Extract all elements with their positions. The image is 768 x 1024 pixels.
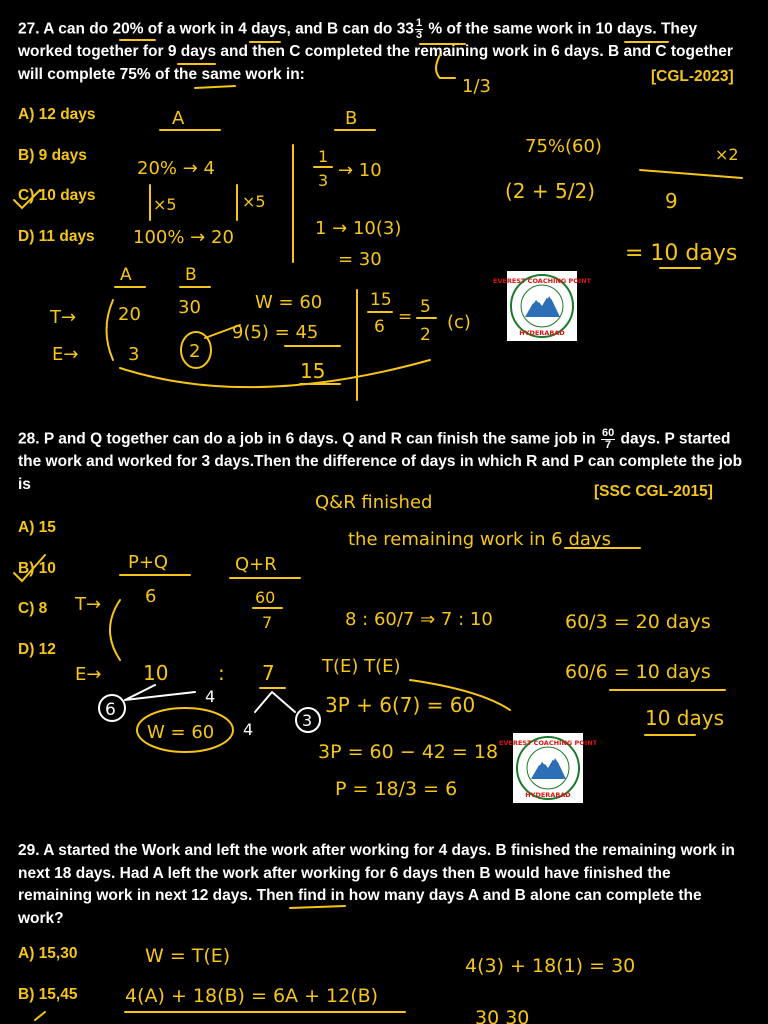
logo-bottom-text: HYDERABAD xyxy=(519,329,565,337)
q27-r-den: 6 xyxy=(374,317,385,337)
q28-h2: Q+R xyxy=(235,554,277,575)
q28-option-b: B) 10 xyxy=(18,560,56,577)
check-mark-icon xyxy=(35,1012,45,1020)
q27-f-den: (2 + 5/2) xyxy=(505,179,595,203)
q29-option-b: B) 15,45 xyxy=(18,986,78,1003)
q27-col-a: A xyxy=(120,265,132,285)
q28-fraction: $\frac{60}{7}$ xyxy=(601,427,615,451)
q27-option-b: B) 9 days xyxy=(18,147,87,164)
q27-b3: = 30 xyxy=(338,249,382,270)
q28-c4b: 4 xyxy=(243,720,254,739)
q28-qr: Q&R finished xyxy=(315,492,433,513)
q27-f-top: 75%(60) xyxy=(525,136,602,157)
q28-source: [SSC CGL-2015] xyxy=(594,483,713,500)
q27-option-d: D) 11 days xyxy=(18,228,95,245)
q27-fraction: $\frac{1}{3}$ xyxy=(415,17,423,41)
q27-e-a: 3 xyxy=(128,344,140,365)
q29-option-a: A) 15,30 xyxy=(18,945,78,962)
q27-source: [CGL-2023] xyxy=(651,68,734,85)
q27-b-frac-num: 1 xyxy=(318,147,329,166)
q28-eq1: 3P + 6(7) = 60 xyxy=(325,693,476,717)
check-mark-icon xyxy=(14,190,40,208)
q29-text: 29. A started the Work and left the work after working for 4 days. B finished the remaining work in next 18 days. Had A left the work after working for 6 days then B would have finished the remaining work in next 12 days. Then find in how many days A and B alone can complete the work? xyxy=(18,842,735,927)
q27-head-b: B xyxy=(345,108,358,129)
q28-option-c: C) 8 xyxy=(18,600,48,617)
arrow-mark xyxy=(436,55,455,78)
q27-a-mul2: ×5 xyxy=(242,192,266,211)
q27-col-b: B xyxy=(185,265,197,285)
q28-t2-den: 7 xyxy=(262,613,273,632)
q27-e-b: 2 xyxy=(189,341,201,362)
q27-t-a: 20 xyxy=(118,304,141,325)
q28-option-a: A) 15 xyxy=(18,519,56,536)
q27-t-b: 30 xyxy=(178,297,201,318)
logo-bottom-text: HYDERABAD xyxy=(525,791,571,799)
q27-sub-fraction: 1/3 xyxy=(462,76,491,97)
q28-eq2: 3P = 60 − 42 = 18 xyxy=(318,741,499,763)
q28-colon: : xyxy=(218,661,225,685)
q27-w2: 9(5) = 45 xyxy=(232,322,319,343)
svg-text:=: = xyxy=(398,307,413,327)
q27-w3: 15 xyxy=(300,359,326,383)
q28-t-label: T→ xyxy=(75,594,102,615)
logo-top-text: EVEREST COACHING POINT xyxy=(498,739,598,747)
q27-text: 27. A can do 20% of a work in 4 days, and B can do 33 $\frac{1}{3}$ % of the same work in 10 days. They worked together for 9 days and then C completed the remaining work in 6 days. B and C together will complete 75% of the same work in: xyxy=(18,17,733,83)
q28-e2: 7 xyxy=(262,661,275,685)
q27-b1: → 10 xyxy=(338,160,382,181)
q27-f-rhs: ×2 xyxy=(715,145,739,164)
q28-r2: 60/6 = 10 days xyxy=(565,661,711,683)
q28-e-label: E→ xyxy=(75,664,102,685)
q29-wte: W = T(E) xyxy=(145,945,231,967)
q28-t2-num: 60 xyxy=(255,588,276,607)
q28-c6: 6 xyxy=(105,700,116,720)
q29-bottom: 30 30 xyxy=(475,1007,530,1024)
q27-e-label: E→ xyxy=(52,344,79,365)
q28-r3: 10 days xyxy=(645,706,725,730)
q28-rem: the remaining work in 6 days xyxy=(348,529,611,550)
q27-b-frac-den: 3 xyxy=(318,171,329,190)
q27-w: W = 60 xyxy=(255,292,323,313)
q27-r2-num: 5 xyxy=(420,297,431,317)
arrow-mark xyxy=(120,360,430,387)
q27-r2-den: 2 xyxy=(420,325,431,345)
q28-c4: 4 xyxy=(205,687,216,706)
q28-c3: 3 xyxy=(302,711,313,730)
q27-option-c: C) 10 days xyxy=(18,187,96,204)
q28-e1: 10 xyxy=(143,661,169,685)
q27-option-a: A) 12 days xyxy=(18,106,96,123)
q27-b2: 1 → 10(3) xyxy=(315,218,402,239)
q28-h1: P+Q xyxy=(128,552,169,573)
q28-w: W = 60 xyxy=(147,722,215,743)
q27-a2: 100% → 20 xyxy=(133,227,234,248)
q28-eq3: P = 18/3 = 6 xyxy=(335,778,458,800)
check-mark-icon xyxy=(14,555,45,581)
q28-ratio: 8 : 60/7 ⇒ 7 : 10 xyxy=(345,609,493,630)
q27-t-label: T→ xyxy=(50,307,77,328)
q27-a1: 20% → 4 xyxy=(137,158,215,179)
q28-t1: 6 xyxy=(145,586,157,607)
logo-top-text: EVEREST COACHING POINT xyxy=(492,277,592,285)
q27-r-num: 15 xyxy=(370,290,392,310)
underline-mark xyxy=(195,86,235,88)
q27-f-mid: 9 xyxy=(665,189,678,213)
q27-a-mul1: ×5 xyxy=(153,195,177,214)
q28-te: T(E) T(E) xyxy=(322,656,401,677)
q27-head-a: A xyxy=(172,108,185,129)
q29-eq2: 4(3) + 18(1) = 30 xyxy=(465,955,636,977)
q27-r-ans: (c) xyxy=(447,312,471,333)
q28-text: 28. P and Q together can do a job in 6 days. Q and R can finish the same job in $\frac{60}{7}$ days. P started the work and worked for 3 days.Then the difference of days in which R and P can complete the job is xyxy=(18,427,743,493)
q29-eq: 4(A) + 18(B) = 6A + 12(B) xyxy=(125,985,379,1007)
q28-r1: 60/3 = 20 days xyxy=(565,611,711,633)
q27-f-ans: = 10 days xyxy=(625,241,738,266)
q28-option-d: D) 12 xyxy=(18,641,56,658)
